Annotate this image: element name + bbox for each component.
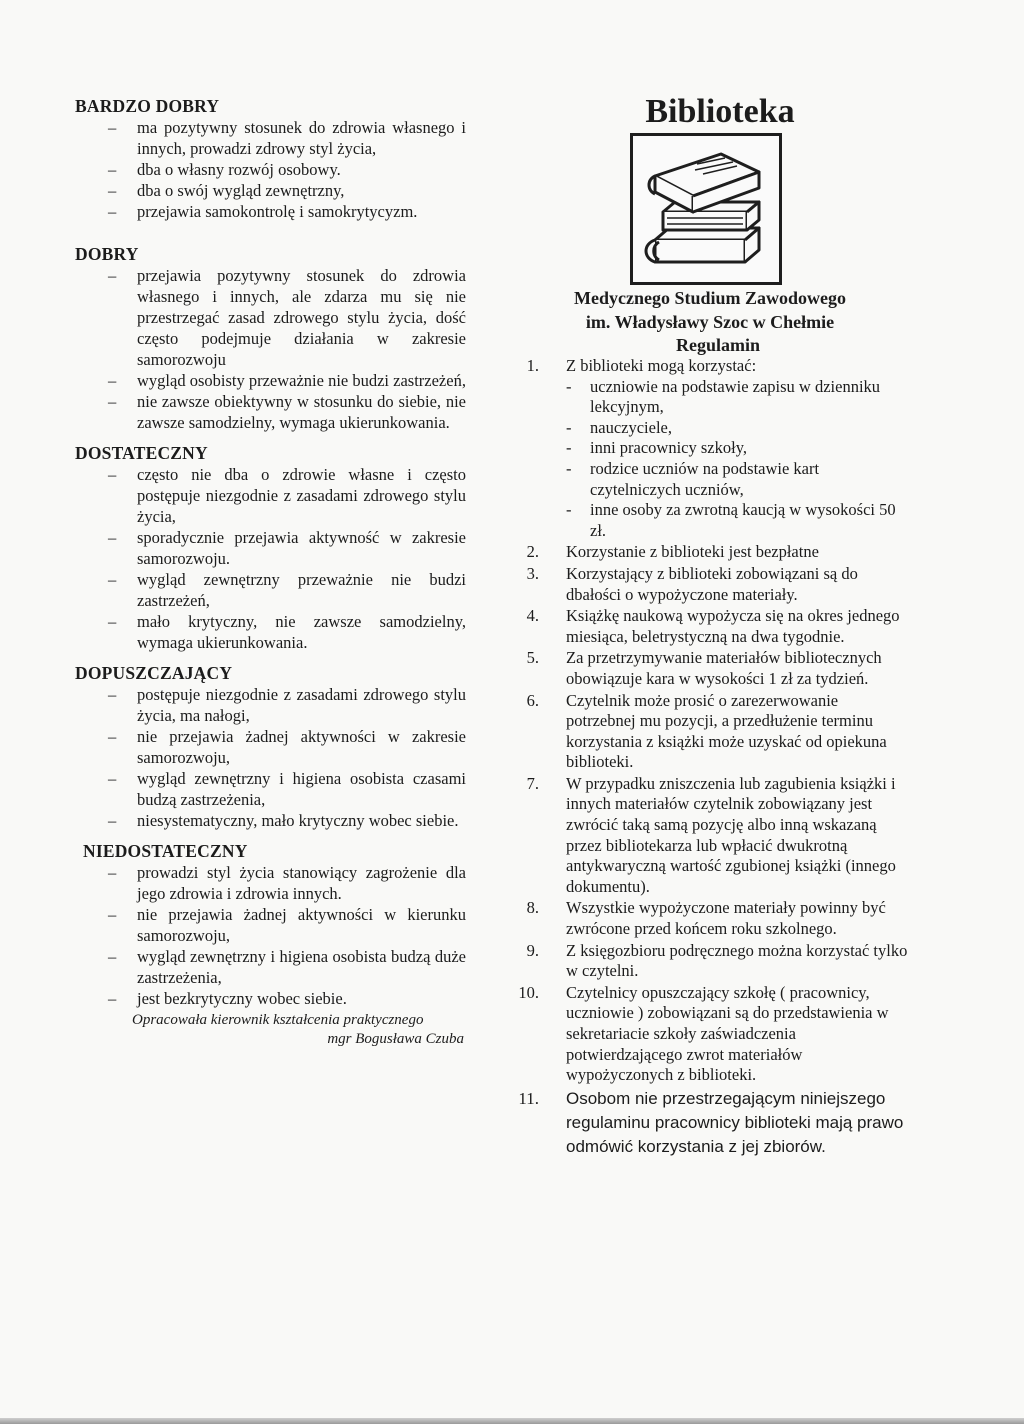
grade-criteria-list <box>74 117 466 222</box>
rules-title: Regulamin <box>675 335 760 355</box>
rule-item <box>512 606 908 647</box>
grade-section-dopuszczajacy <box>74 663 466 831</box>
rule-item <box>512 356 908 541</box>
sub-item: - inne osoby za zwrotną kaucją w wysokości 50 zł. <box>566 500 908 541</box>
rule-sublist <box>566 377 908 542</box>
rule-item <box>512 898 908 939</box>
school-name-line2: im. Władysławy Szoc w Chełmie <box>585 312 835 332</box>
criterion-item: – wygląd zewnętrzny i higiena osobista czasami budzą zastrzeżenia, <box>74 768 466 810</box>
rule-item <box>512 983 908 1086</box>
rule-item <box>512 691 908 773</box>
sub-item: - rodzice uczniów na podstawie kart czytelniczych uczniów, <box>566 459 908 500</box>
criterion-item: – niesystematyczny, mało krytyczny wobec siebie. <box>74 810 466 831</box>
rule-text: Z księgozbioru podręcznego można korzystać tylko w czytelni. <box>566 940 908 981</box>
grade-title: DOSTATECZNY <box>75 443 208 463</box>
rule-text: Czytelnik może prosić o zarezerwowanie potrzebnej mu pozycji, a przedłużenie terminu korzystania z książki może uzyskać od opiekuna biblioteki. <box>566 690 887 772</box>
rule-text: Z biblioteki mogą korzystać: <box>566 356 757 375</box>
rule-text: W przypadku zniszczenia lub zagubienia książki i innych materiałów czytelnik zobowiązany jest zwrócić taką samą pozycję albo inną wskazaną przez bibliotekarza lub wpłacić dwukrotną antykwaryczną wartość zgubionej książki (innego dokumentu). <box>566 773 896 896</box>
rule-text: Korzystanie z biblioteki jest bezpłatne <box>566 542 819 562</box>
criterion-item: – nie przejawia żadnej aktywności w zakresie samorozwoju, <box>74 726 466 768</box>
rule-text: Korzystający z biblioteki zobowiązani są do dbałości o wypożyczone materiały. <box>566 563 858 604</box>
credit-name: mgr Bogusława Czuba <box>327 1031 464 1047</box>
criterion-item: – sporadycznie przejawia aktywność w zakresie samorozwoju. <box>74 527 466 569</box>
criterion-item: – wygląd zewnętrzny i higiena osobista budzą duże zastrzeżenia, <box>74 946 466 988</box>
criterion-item: – nie zawsze obiektywny w stosunku do siebie, nie zawsze samodzielny, wymaga ukierunkowania. <box>74 391 466 433</box>
scan-bottom-edge <box>0 1418 1024 1424</box>
grade-section-dostateczny <box>74 443 466 653</box>
rule-number: 9. <box>526 940 539 960</box>
school-name-line1: Medycznego Studium Zawodowego <box>573 288 846 308</box>
criterion-item: – wygląd osobisty przeważnie nie budzi zastrzeżeń, <box>74 370 466 391</box>
rule-item <box>512 648 908 689</box>
library-title: Biblioteka <box>645 93 795 130</box>
rule-text: Czytelnicy opuszczający szkołę ( pracownicy, uczniowie ) zobowiązani są do przedstawienia w sekretariacie szkoły zaświadczenia potwierdzającego zwrot materiałów wypożyczonych z biblioteki. <box>566 982 889 1085</box>
author-credit <box>74 1011 466 1049</box>
criterion-item: – dba o swój wygląd zewnętrzny, <box>74 180 466 201</box>
rules-list <box>512 356 908 1159</box>
criterion-item: – jest bezkrytyczny wobec siebie. <box>74 988 466 1009</box>
rule-number: 6. <box>526 690 539 710</box>
criterion-item: – ma pozytywny stosunek do zdrowia własnego i innych, prowadzi zdrowy styl życia, <box>74 117 466 159</box>
sub-item: - uczniowie na podstawie zapisu w dzienniku lekcyjnym, <box>566 377 908 418</box>
rule-item <box>512 542 908 563</box>
rule-number: 7. <box>526 773 539 793</box>
rule-number: 2. <box>526 542 539 562</box>
grading-criteria-column <box>74 96 466 1059</box>
sub-item: - inni pracownicy szkoły, <box>566 438 908 459</box>
grade-criteria-list <box>74 464 466 653</box>
rule-number: 11. <box>518 1088 539 1108</box>
grade-section-niedostateczny <box>74 841 466 1049</box>
criterion-item: – wygląd zewnętrzny przeważnie nie budzi zastrzeżeń, <box>74 569 466 611</box>
grade-title: DOBRY <box>75 244 139 264</box>
criterion-item: – przejawia samokontrolę i samokrytycyzm. <box>74 201 466 222</box>
rule-text: Książkę naukową wypożycza się na okres jednego miesiąca, beletrystyczną na dwa tygodnie. <box>566 606 900 646</box>
grade-criteria-list <box>74 862 466 1009</box>
books-stack-icon <box>633 136 779 282</box>
criterion-item: – często nie dba o zdrowie własne i często postępuje niezgodnie z zasadami zdrowego stylu życia, <box>74 464 466 527</box>
grade-title: BARDZO DOBRY <box>75 96 220 116</box>
rule-item <box>512 941 908 982</box>
criterion-item: – przejawia pozytywny stosunek do zdrowia własnego i innych, ale zdarza mu się nie przestrzegać zasad zdrowego stylu życia, dość często podejmuje działania w zakresie samorozwoju <box>74 265 466 370</box>
rule-number: 5. <box>526 648 539 668</box>
grade-section-dobry <box>74 244 466 433</box>
grade-criteria-list <box>74 684 466 831</box>
rule-number: 1. <box>526 356 539 375</box>
rule-item <box>512 774 908 898</box>
rule-text: Osobom nie przestrzegającym niniejszego regulaminu pracownicy biblioteki mają prawo odmówić korzystania z jej zbiorów. <box>566 1088 904 1156</box>
rule-number: 8. <box>526 898 539 918</box>
criterion-item: – prowadzi styl życia stanowiący zagrożenie dla jego zdrowia i zdrowia innych. <box>74 862 466 904</box>
rule-item <box>512 564 908 605</box>
criterion-item: – nie przejawia żadnej aktywności w kierunku samorozwoju, <box>74 904 466 946</box>
sub-item: - nauczyciele, <box>566 418 908 439</box>
library-logo <box>630 133 782 285</box>
rule-item <box>512 1087 908 1159</box>
rule-number: 4. <box>526 606 539 626</box>
grade-title: NIEDOSTATECZNY <box>83 841 248 861</box>
rule-text: Za przetrzymywanie materiałów bibliotecznych obowiązuje kara w wysokości 1 zł za tydzień. <box>566 648 882 688</box>
library-rules-column <box>512 92 908 1160</box>
grade-section-bardzo-dobry <box>74 96 466 222</box>
criterion-item: – mało krytyczny, nie zawsze samodzielny, wymaga ukierunkowania. <box>74 611 466 653</box>
criterion-item: – dba o własny rozwój osobowy. <box>74 159 466 180</box>
rule-number: 10. <box>518 982 539 1002</box>
credit-role: Opracowała kierownik kształcenia praktycznego <box>132 1012 424 1028</box>
rule-number: 3. <box>526 563 539 583</box>
criterion-item: – postępuje niezgodnie z zasadami zdrowego stylu życia, ma nałogi, <box>74 684 466 726</box>
grade-criteria-list <box>74 265 466 433</box>
grade-title: DOPUSZCZAJĄCY <box>75 663 233 683</box>
rule-text: Wszystkie wypożyczone materiały powinny być zwrócone przed końcem roku szkolnego. <box>566 898 886 939</box>
